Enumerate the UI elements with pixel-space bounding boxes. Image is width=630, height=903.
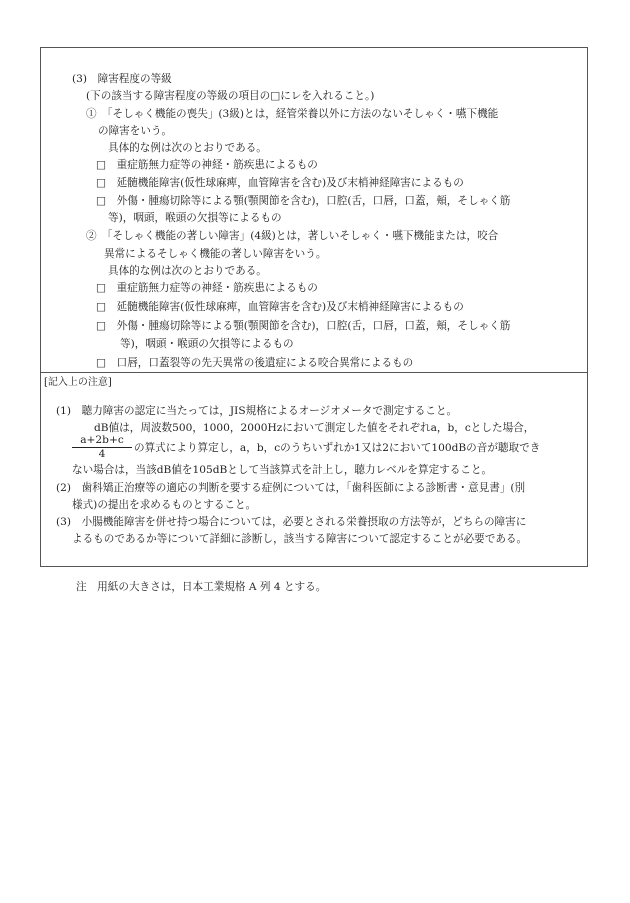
note1-line3: の算式により算定し，a，b，cのうちいずれか1又は2において100dBの音が聴取でき [134, 442, 541, 454]
note1-line1: (1) 聴力障害の認定に当たっては，JIS規格によるオージオメータで測定すること。 [56, 405, 458, 417]
note1-line2: dB値は，周波数500，1000，2000Hzにおいて測定した値をそれぞれa，b，cとした場合， [94, 422, 535, 434]
item2-definition-line1: ② 「そしゃく機能の著しい障害」(4級)とは，著しいそしゃく・嚥下機能または，咬合 [86, 230, 499, 242]
item2-checkbox-3-cont: 等)，咽頭・喉頭の欠損等によるもの [120, 338, 294, 350]
note3-line1: (3) 小腸機能障害を併せ持つ場合については，必要とされる栄養摂取の方法等が，どちらの障害に [56, 516, 527, 528]
item1-checkbox-3-cont: 等)，咽頭，喉頭の欠損等によるもの [108, 212, 282, 224]
note2-line2: 様式)の提出を求めるものとすること。 [72, 499, 257, 511]
degree-subheading: (下の該当する障害程度の等級の項目の□にレを入れること。) [86, 90, 375, 102]
item1-checkbox-1[interactable]: □ 重症筋無力症等の神経・筋疾患によるもの [96, 159, 318, 171]
item2-checkbox-2[interactable]: □ 延髄機能障害(仮性球麻痺，血管障害を含む)及び末梢神経障害によるもの [96, 301, 464, 313]
item2-example-intro: 具体的な例は次のとおりである。 [108, 265, 267, 277]
formula-numerator: a+2b+c [72, 434, 132, 448]
item2-checkbox-1[interactable]: □ 重症筋無力症等の神経・筋疾患によるもの [96, 282, 318, 294]
item1-definition-line2: の障害をいう。 [98, 125, 173, 137]
item2-checkbox-4[interactable]: □ 口唇，口蓋裂等の先天異常の後遺症による咬合異常によるもの [96, 357, 414, 369]
degree-heading: (3) 障害程度の等級 [72, 73, 172, 85]
item2-definition-line2: 異常によるそしゃく機能の著しい障害をいう。 [104, 248, 327, 260]
section-divider [40, 372, 588, 373]
item1-example-intro: 具体的な例は次のとおりである。 [108, 142, 267, 154]
paper-size-note: 注 用紙の大きさは，日本工業規格 A 列 4 とする。 [76, 581, 327, 593]
item2-checkbox-3[interactable]: □ 外傷・腫瘍切除等による顎(顎関節を含む)，口腔(舌，口唇，口蓋，頬，そしゃく筋 [96, 320, 511, 332]
item1-checkbox-3[interactable]: □ 外傷・腫瘍切除等による顎(顎関節を含む)，口腔(舌，口唇，口蓋，頬，そしゃく筋 [96, 195, 511, 207]
notes-title: [記入上の注意] [44, 377, 112, 388]
formula-denominator: 4 [98, 448, 106, 460]
note3-line2: よるものであるか等について詳細に診断し，該当する障害について認定することが必要である。 [72, 533, 528, 545]
formula-fraction [72, 434, 132, 461]
item1-definition-line1: ① 「そしゃく機能の喪失」(3級)とは，経管栄養以外に方法のないそしゃく・嚥下機能 [86, 108, 499, 120]
note1-line4: ない場合は，当該dB値を105dBとして当該算式を計上し，聴力レベルを算定すること。 [72, 464, 493, 476]
note2-line1: (2) 歯科矯正治療等の適応の判断を要する症例については，「歯科医師による診断書・意見書」(別 [56, 482, 526, 494]
item1-checkbox-2[interactable]: □ 延髄機能障害(仮性球麻痺，血管障害を含む)及び末梢神経障害によるもの [96, 177, 464, 189]
